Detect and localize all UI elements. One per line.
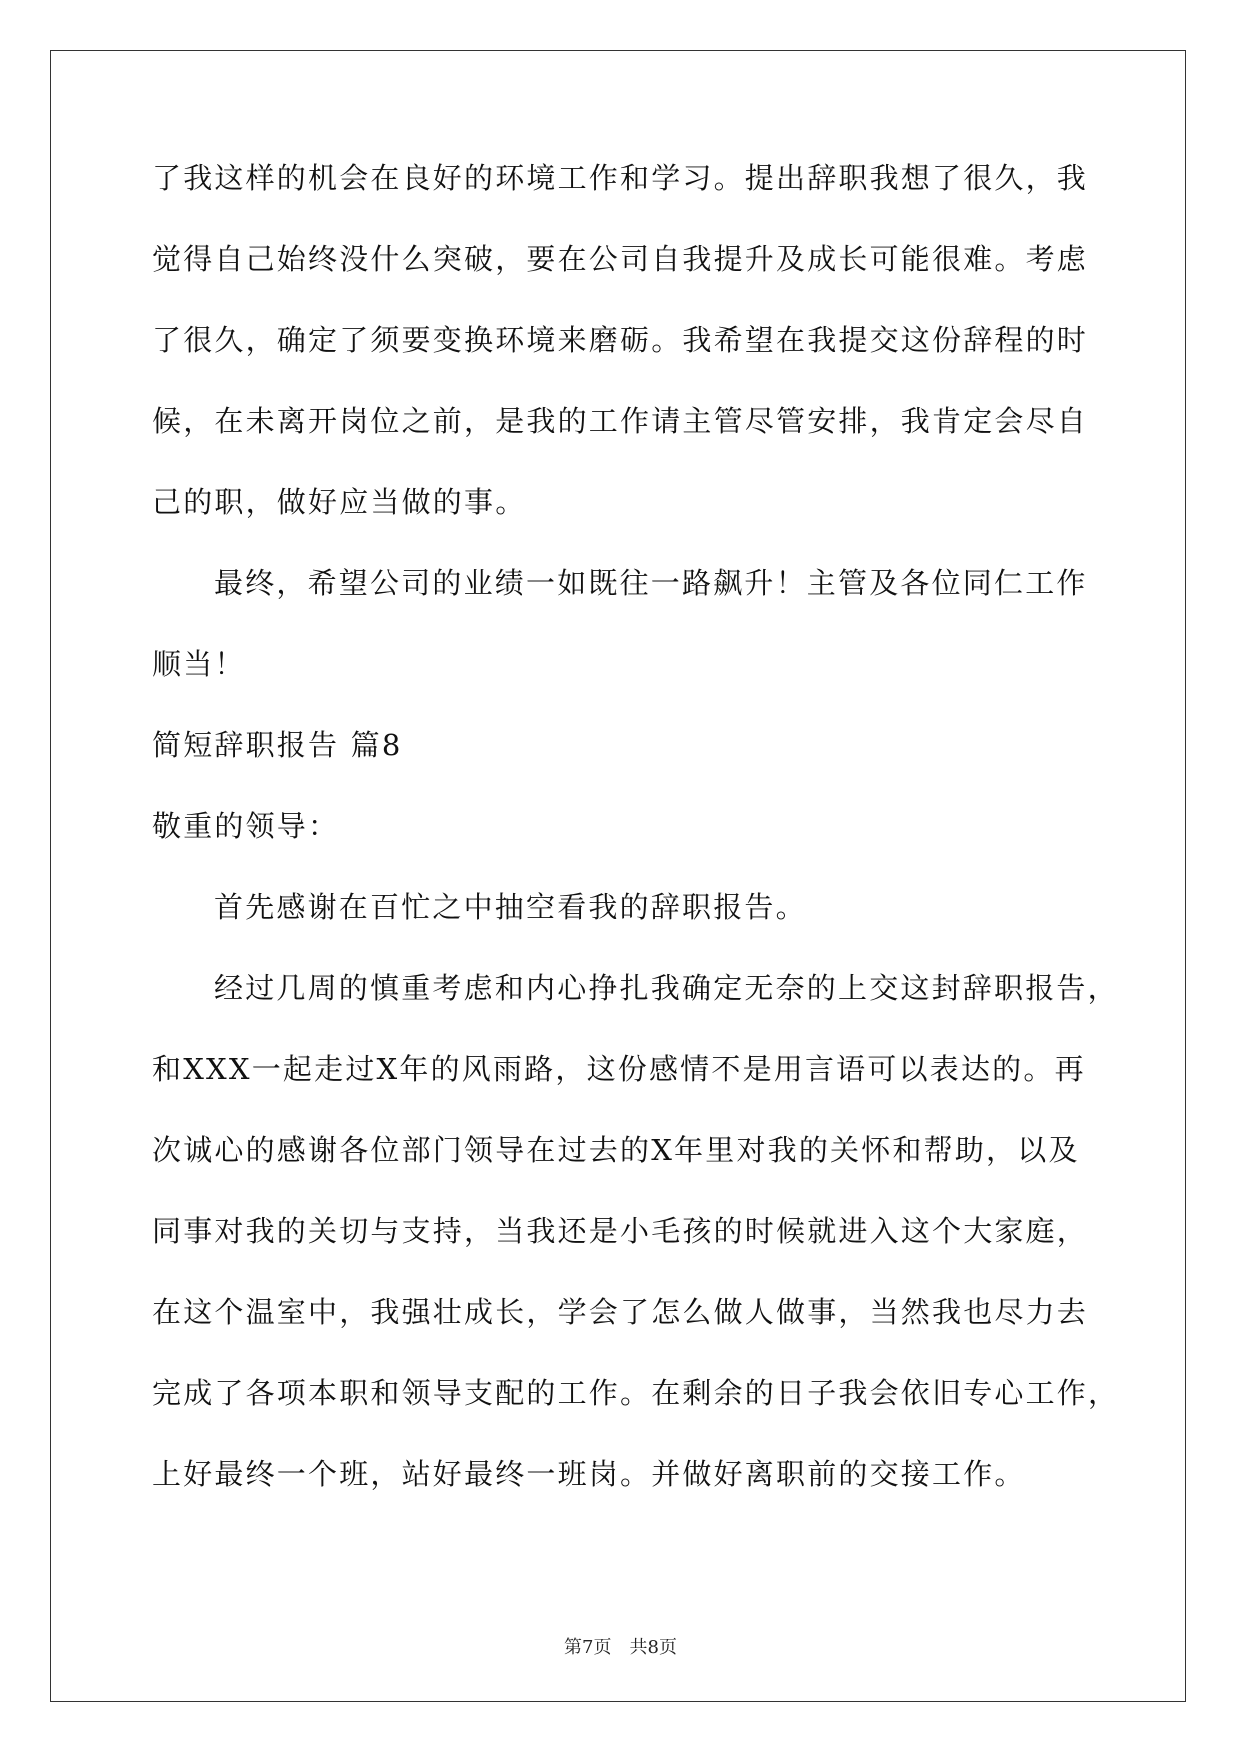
paragraph-start-line: 最终，希望公司的业绩一如既往一路飙升！主管及各位同仁工作 xyxy=(214,566,1088,600)
text-line: 和XXX一起走过X年的风雨路，这份感情不是用言语可以表达的。再 xyxy=(152,1052,1086,1086)
page-number: 第7页 xyxy=(564,1637,612,1658)
text-line: 在这个温室中，我强壮成长，学会了怎么做人做事，当然我也尽力去 xyxy=(152,1295,1089,1329)
text-line: 觉得自己始终没什么突破，要在公司自我提升及成长可能很难。考虑 xyxy=(152,242,1089,276)
section-heading: 简短辞职报告 篇8 xyxy=(152,728,403,762)
text-line: 己的职，做好应当做的事。 xyxy=(152,485,527,519)
paragraph-start-line: 首先感谢在百忙之中抽空看我的辞职报告。 xyxy=(214,890,807,924)
page-footer xyxy=(0,1633,1241,1659)
text-line: 顺当！ xyxy=(152,647,246,681)
document-body xyxy=(152,159,1120,1536)
salutation: 敬重的领导： xyxy=(152,809,340,843)
text-line: 候，在未离开岗位之前，是我的工作请主管尽管安排，我肯定会尽自 xyxy=(152,404,1089,438)
text-line: 同事对我的关切与支持，当我还是小毛孩的时候就进入这个大家庭， xyxy=(152,1214,1089,1248)
text-line: 次诚心的感谢各位部门领导在过去的X年里对我的关怀和帮助，以及 xyxy=(152,1133,1080,1167)
text-line: 完成了各项本职和领导支配的工作。在剩余的日子我会依旧专心工作， xyxy=(152,1376,1120,1410)
text-line: 了我这样的机会在良好的环境工作和学习。提出辞职我想了很久，我 xyxy=(152,161,1089,195)
paragraph-start-line: 经过几周的慎重考虑和内心挣扎我确定无奈的上交这封辞职报告， xyxy=(214,971,1119,1005)
text-line: 上好最终一个班，站好最终一班岗。并做好离职前的交接工作。 xyxy=(152,1457,1026,1491)
page-total: 共8页 xyxy=(629,1637,677,1658)
text-line: 了很久，确定了须要变换环境来磨砺。我希望在我提交这份辞程的时 xyxy=(152,323,1089,357)
